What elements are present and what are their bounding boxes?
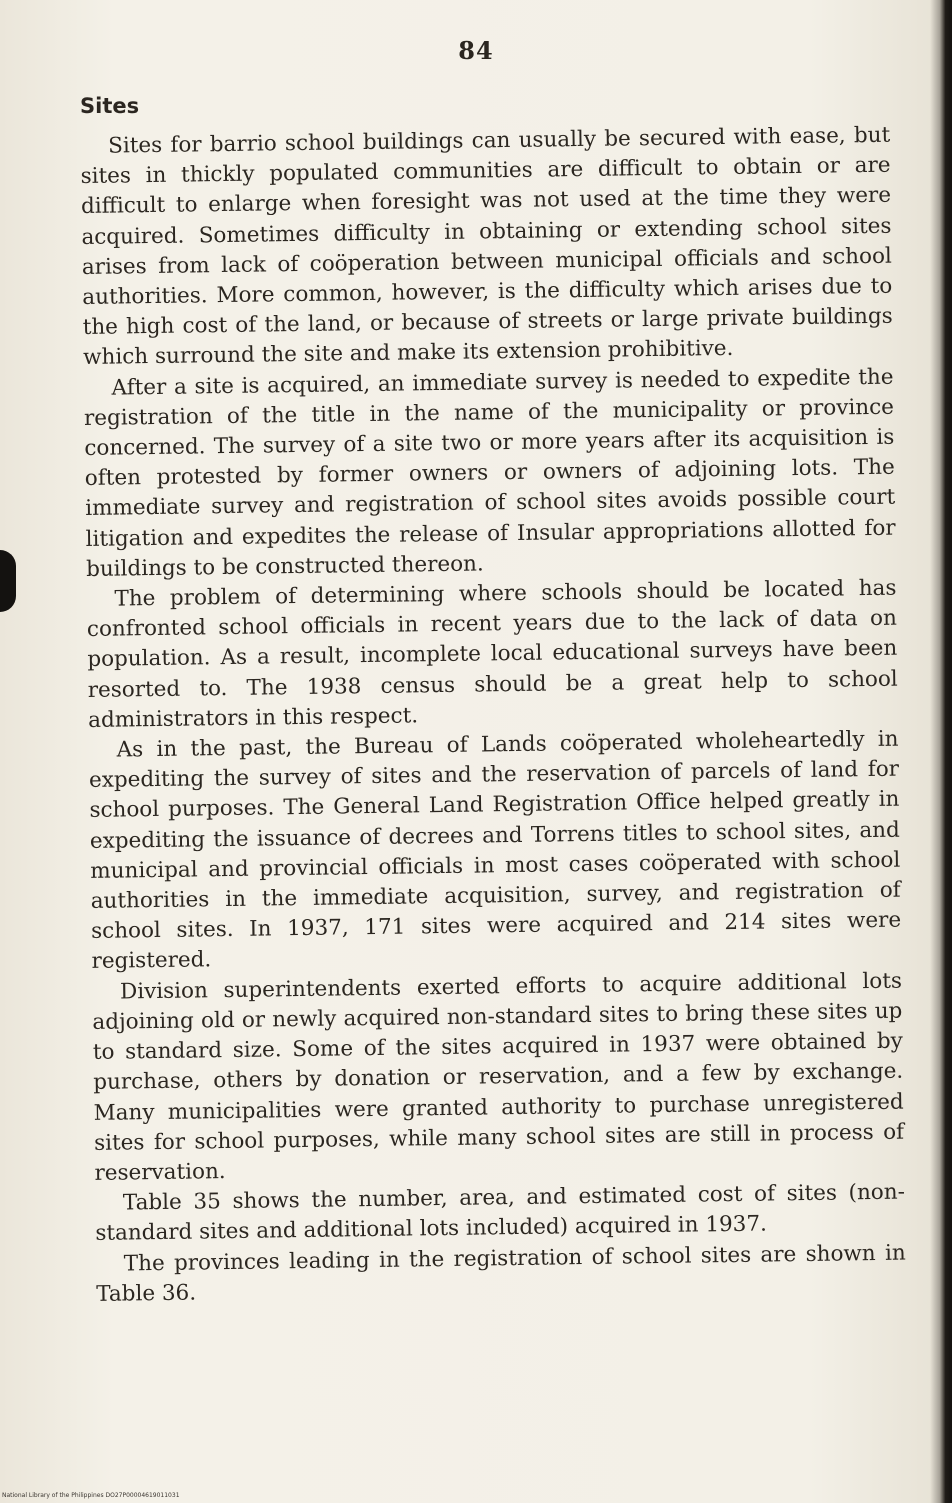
paragraph-3: The problem of determining where schools should be located has confronted school officials in recent years due to the lack of data on population. As a result, incomplete local educational surveys have been resorted to. The 1938 census should be a great help to school administrators in this respect. [86, 575, 898, 733]
scan-footer: National Library of the Philippines DO27P00004619011031 [2, 1492, 180, 1499]
paragraph-2: After a site is acquired, an immediate survey is needed to expedite the registration of the title in the name of the municipality or province concerned. The survey of a site two or more years after its acquisition is often protested by former owners or owners of adjoining lots. The immediate survey and registration of school sites avoids possible court litigation and expedites the release of Insular appropriations allotted for buildings to be constructed thereon. [83, 364, 896, 582]
page-number: 84 [458, 36, 494, 65]
paragraph-5: Division superintendents exerted efforts to acquire additional lots adjoining old or newly acquired non-standard sites to bring these sites up to standard size. Some of the sites acquired in 1937 were obtained by purchase, others by donation or reservation, and a few by exchange. Many municipalities were granted authority to purchase unregistered sites for school purposes, while many school sites are still in process of reservation. [92, 968, 905, 1186]
section-heading: Sites [80, 94, 140, 118]
body-text [80, 121, 906, 1310]
paragraph-1: Sites for barrio school buildings can usually be secured with ease, but sites in thickly populated communities are difficult to obtain or are difficult to enlarge when foresight was not used at the time they were acquired. Sometimes difficulty in obtaining or extending school sites arises from lack of coöperation between municipal officials and school authorities. More common, however, is the difficulty which arises due to the high cost of the land, or because of streets or large private buildings which surround the site and make its extension prohibitive. [80, 122, 893, 371]
paragraph-7: The provinces leading in the registration of school sites are shown in Table 36. [96, 1240, 906, 1307]
paragraph-4: As in the past, the Bureau of Lands coöperated wholeheartedly in expediting the survey of sites and the reservation of parcels of land for school purposes. The General Land Registration Office helped greatly in expediting the issuance of decrees and Torrens titles to school sites, and municipal and provincial officials in most cases coöperated with school authorities in the immediate acquisition, survey, and registration of school sites. In 1937, 171 sites were acquired and 214 sites were registered. [88, 726, 902, 975]
binding-hole [0, 550, 16, 612]
paragraph-6: Table 35 shows the number, area, and estimated cost of sites (non-standard sites and additional lots included) acquired in 1937. [95, 1179, 906, 1247]
book-spine-shadow [930, 0, 952, 1503]
